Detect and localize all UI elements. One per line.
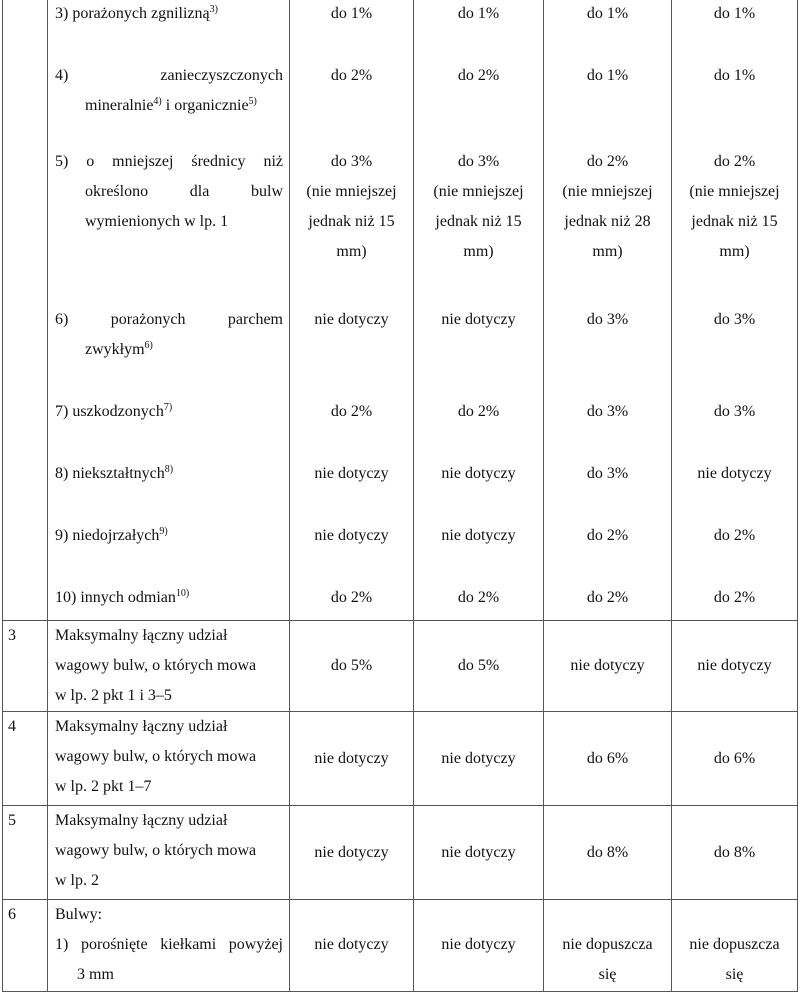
value-note: jednak niż 15 [435,213,522,230]
item-label-line2 [55,335,283,365]
desc-line: wagowy bulw, o których mowa [55,748,257,765]
desc-line: Maksymalny łączny udział [55,718,228,735]
desc-line: Maksymalny łączny udział [55,627,228,644]
lp-cell-empty [3,0,48,621]
desc-line: w lp. 2 pkt 1 i 3–5 [55,687,172,704]
value-main: do 3% [330,153,373,170]
value-cell: do 2% [713,589,756,606]
footnote-ref: 7) [163,402,173,413]
desc-line: 1) porośnięte kiełkami powyżej [55,936,283,953]
row2-description-cell [48,0,290,621]
item-label: 8) niekształtnych [55,465,165,482]
value-line: się [598,966,617,983]
value-cell: do 2% [457,67,500,84]
lp-number: 5 [3,806,48,900]
value-note: mm) [592,243,623,260]
item-label: 7) uszkodzonych [55,403,164,420]
row-description [48,806,290,900]
value-cell: do 5% [414,621,544,712]
row2-item-4 [55,61,283,147]
value-cell [290,147,413,305]
item-label-line2: określono dla bulw [85,183,283,200]
value-cell: nie dotyczy [290,806,414,900]
item-label: 10) innych odmian [55,589,176,606]
item-label-line3: wymienionych w lp. 1 [85,213,229,230]
item-label-part: zwykłym [85,341,145,358]
value-cell: do 8% [544,806,672,900]
item-label-line1: 4) zanieczyszczonych [55,67,283,84]
value-cell [414,900,544,992]
row2-item-10 [55,583,283,613]
value-note: (nie mniejszej [689,183,780,200]
footnote-ref: 4) [153,96,162,107]
value-cell: nie dotyczy [441,311,516,328]
value-cell: do 3% [586,311,629,328]
value-cell [672,147,797,305]
row2-values-col1 [290,0,414,621]
value-line: się [725,966,744,983]
row2-values-col3 [544,0,672,621]
desc-line: w lp. 2 [55,872,99,889]
item-label: 9) niedojrzałych [55,527,160,544]
value-main: do 2% [713,153,756,170]
value-cell: do 3% [586,403,629,420]
lp-number: 6 [3,900,48,992]
value-cell: do 2% [330,67,373,84]
value-cell: nie dotyczy [290,712,414,806]
item-label: 3) porażonych zgnilizną [55,5,210,22]
footnote-ref: 3) [209,4,218,15]
value-cell [544,900,672,992]
value-main: do 2% [586,153,629,170]
footnote-ref: 9) [159,526,168,537]
value-cell: nie dotyczy [441,527,516,544]
value-cell: do 1% [713,5,756,22]
value-cell: do 1% [457,5,500,22]
value-cell: do 2% [330,589,373,606]
value-cell [672,900,798,992]
value-main: do 3% [457,153,500,170]
value-cell: do 1% [330,5,373,22]
value-note: jednak niż 15 [691,213,778,230]
footnote-ref: 5) [248,96,257,107]
row2-values-col2 [414,0,544,621]
value-cell [290,900,414,992]
value-cell: nie dotyczy [414,806,544,900]
desc-line: w lp. 2 pkt 1–7 [55,778,152,795]
row2-item-6 [55,305,283,397]
value-line: nie dopuszcza [689,936,780,953]
value-line: nie dopuszcza [562,936,653,953]
value-note: (nie mniejszej [306,183,397,200]
item-label-line2 [55,91,283,121]
value-cell: do 1% [586,67,629,84]
item-label-part: mineralnie [85,97,154,114]
value-cell: do 3% [713,311,756,328]
lp-number: 4 [3,712,48,806]
value-cell [544,147,671,305]
table-row-lp2-continued [3,0,798,621]
desc-line: Maksymalny łączny udział [55,812,228,829]
row2-item-5 [55,147,283,305]
row-description [48,900,290,992]
item-label-line1: 6) porażonych parchem [55,311,283,328]
value-line: nie dotyczy [314,936,389,953]
value-cell: nie dotyczy [414,712,544,806]
footnote-ref: 6) [144,340,153,351]
value-note: mm) [463,243,494,260]
value-cell: do 2% [586,527,629,544]
value-cell: do 3% [586,465,629,482]
row2-values-col4 [672,0,798,621]
row2-item-7 [55,397,283,459]
lp-number: 3 [3,621,48,712]
table-row-lp5 [3,806,798,900]
desc-line: 3 mm [77,966,114,983]
value-cell: do 6% [672,712,798,806]
value-cell: do 5% [290,621,414,712]
value-cell: do 2% [713,527,756,544]
value-cell: do 2% [457,403,500,420]
value-note: mm) [719,243,750,260]
value-note: jednak niż 28 [564,213,651,230]
value-cell: do 2% [457,589,500,606]
row2-item-9 [55,521,283,583]
value-cell: nie dotyczy [314,311,389,328]
value-cell: nie dotyczy [697,465,772,482]
value-cell: do 3% [713,403,756,420]
table-row-lp3 [3,621,798,712]
value-line: nie dotyczy [441,936,516,953]
value-note: (nie mniejszej [562,183,653,200]
row-description [48,621,290,712]
footnote-ref: 8) [164,464,174,475]
value-note: jednak niż 15 [308,213,395,230]
row2-item-3 [55,0,283,61]
value-cell: nie dotyczy [544,621,672,712]
desc-line: Bulwy: [55,906,103,923]
value-cell: do 1% [713,67,756,84]
value-cell: nie dotyczy [441,465,516,482]
value-cell: nie dotyczy [314,527,389,544]
potato-quality-table [2,0,798,992]
table-row-lp4 [3,712,798,806]
footnote-ref: 10) [175,588,190,599]
item-label-part: i organicznie [161,97,249,114]
desc-line: wagowy bulw, o których mowa [55,657,257,674]
row2-item-8 [55,459,283,521]
value-cell: do 8% [672,806,798,900]
value-cell: do 2% [330,403,373,420]
value-note: mm) [336,243,367,260]
table-row-lp6 [3,900,798,992]
row-description [48,712,290,806]
value-cell: nie dotyczy [314,465,389,482]
value-cell: do 1% [586,5,629,22]
desc-line: wagowy bulw, o których mowa [55,842,257,859]
value-cell: do 2% [586,589,629,606]
value-cell: do 6% [544,712,672,806]
value-cell: nie dotyczy [672,621,798,712]
value-note: (nie mniejszej [433,183,524,200]
value-cell [414,147,543,305]
item-label-line1: 5) o mniejszej średnicy niż [55,153,283,170]
